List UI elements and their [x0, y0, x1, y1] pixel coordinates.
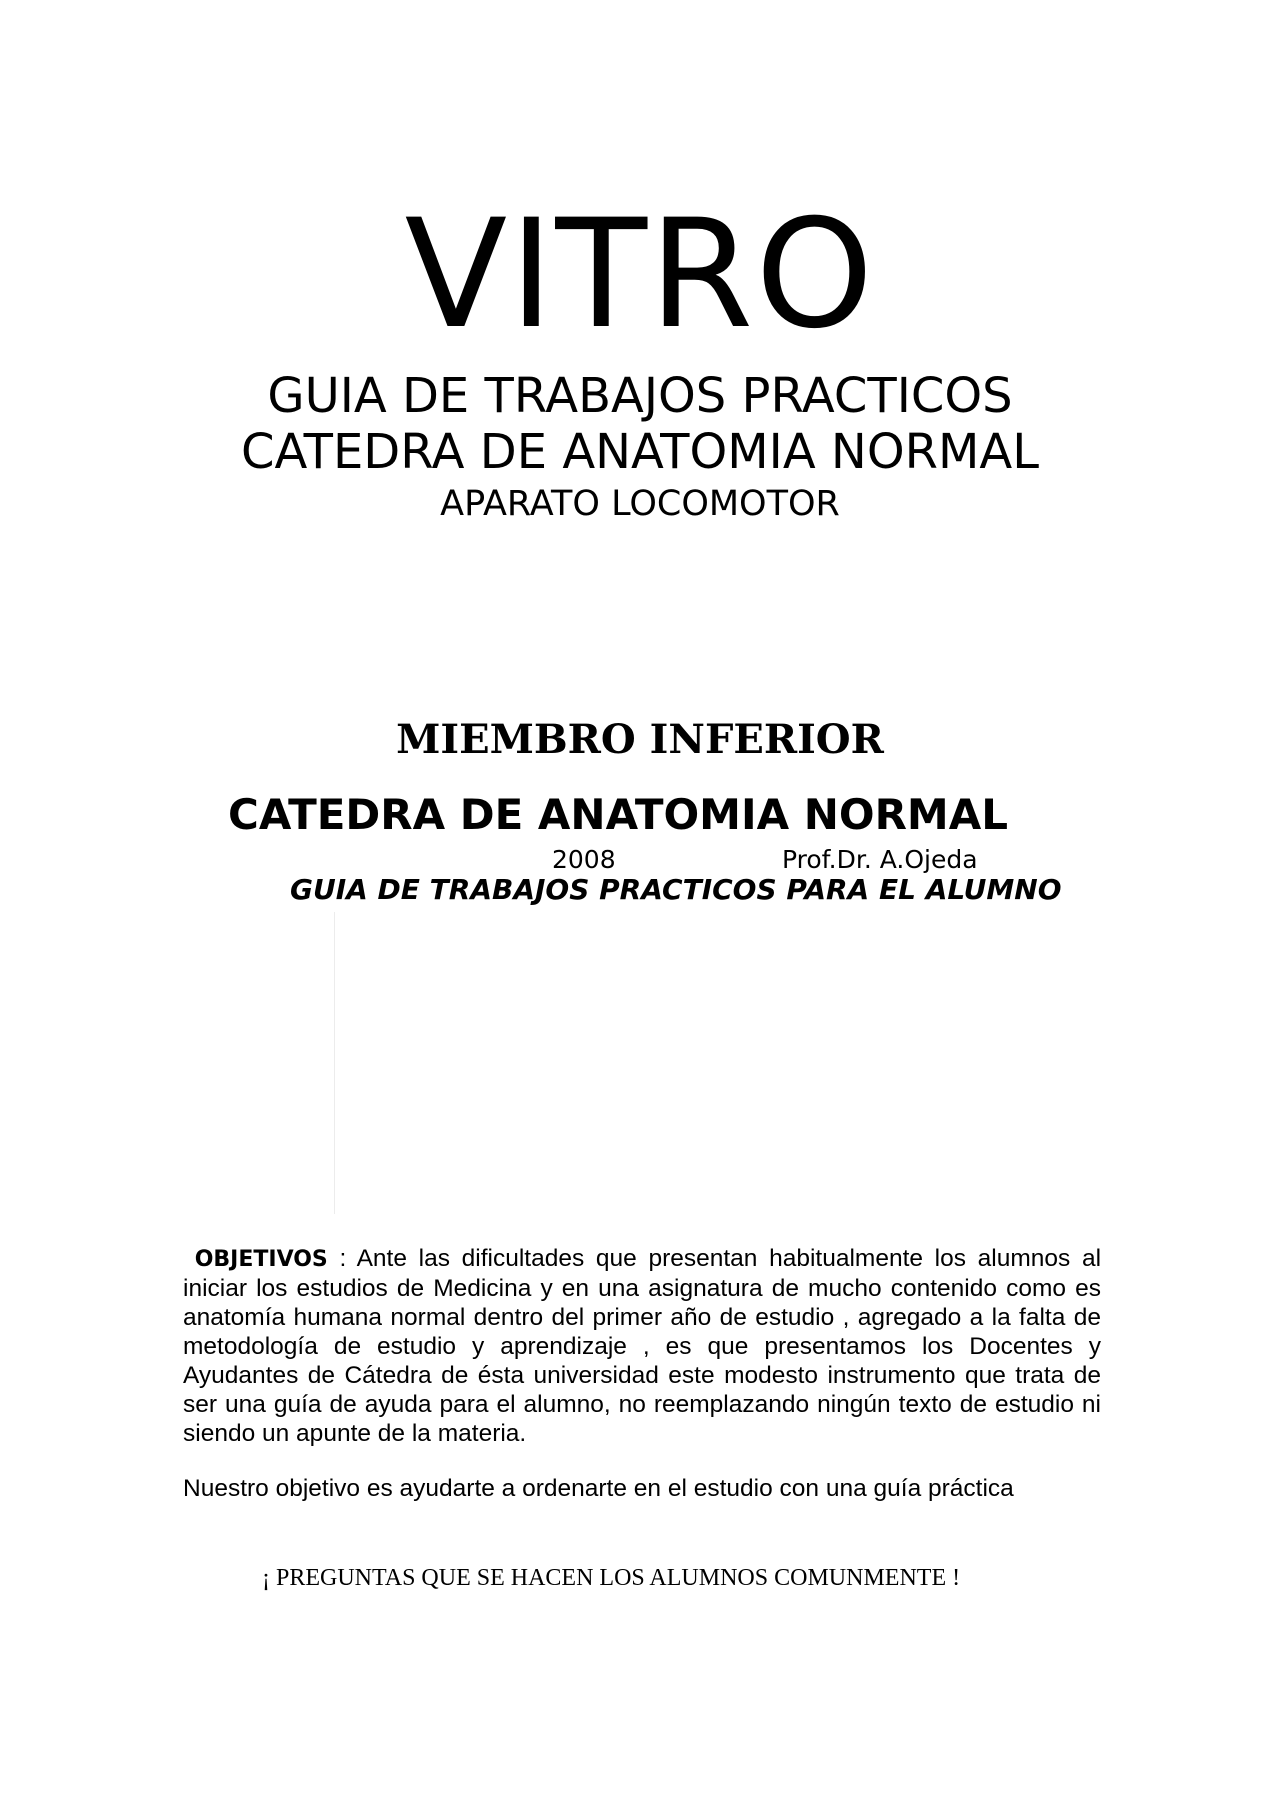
- faint-vertical-rule: [334, 912, 335, 1214]
- objectives-label: OBJETIVOS: [194, 1247, 328, 1272]
- professor-name: Prof.Dr. A.Ojeda: [782, 845, 978, 874]
- section-title: MIEMBRO INFERIOR: [396, 716, 884, 763]
- guide-subtitle: GUIA DE TRABAJOS PRACTICOS PARA EL ALUMNO: [290, 873, 1062, 906]
- objectives-text: Ante las dificultades que presentan habitualmente los alumnos al iniciar los estudios de Medicina y en una asignatura de mucho contenido como es anatomía humana normal dentro del primer año de estudio , agregado a la falta de metodología de estudio y aprendizaje , es que presentamos los Docentes y Ayudantes de Cátedra de ésta universidad este modesto instrumento que trata de ser una guía de ayuda para el alumno, no reemplazando ningún texto de estudio ni siendo un apunte de la materia.: [183, 1245, 1102, 1447]
- objectives-paragraph: [183, 1244, 1101, 1448]
- objectives-separator: :: [327, 1245, 357, 1272]
- cover-brand-title: VITRO: [404, 188, 876, 362]
- publication-year: 2008: [552, 845, 616, 874]
- cover-subtitle-system: APARATO LOCOMOTOR: [440, 484, 840, 524]
- cover-subtitle-department: CATEDRA DE ANATOMIA NORMAL: [241, 424, 1039, 480]
- questions-heading: ¡ PREGUNTAS QUE SE HACEN LOS ALUMNOS COMUNMENTE !: [262, 1565, 961, 1591]
- cover-subtitle-guide: GUIA DE TRABAJOS PRACTICOS: [267, 368, 1013, 424]
- department-heading: CATEDRA DE ANATOMIA NORMAL: [228, 790, 1008, 839]
- goal-statement: Nuestro objetivo es ayudarte a ordenarte en el estudio con una guía práctica: [183, 1475, 1014, 1502]
